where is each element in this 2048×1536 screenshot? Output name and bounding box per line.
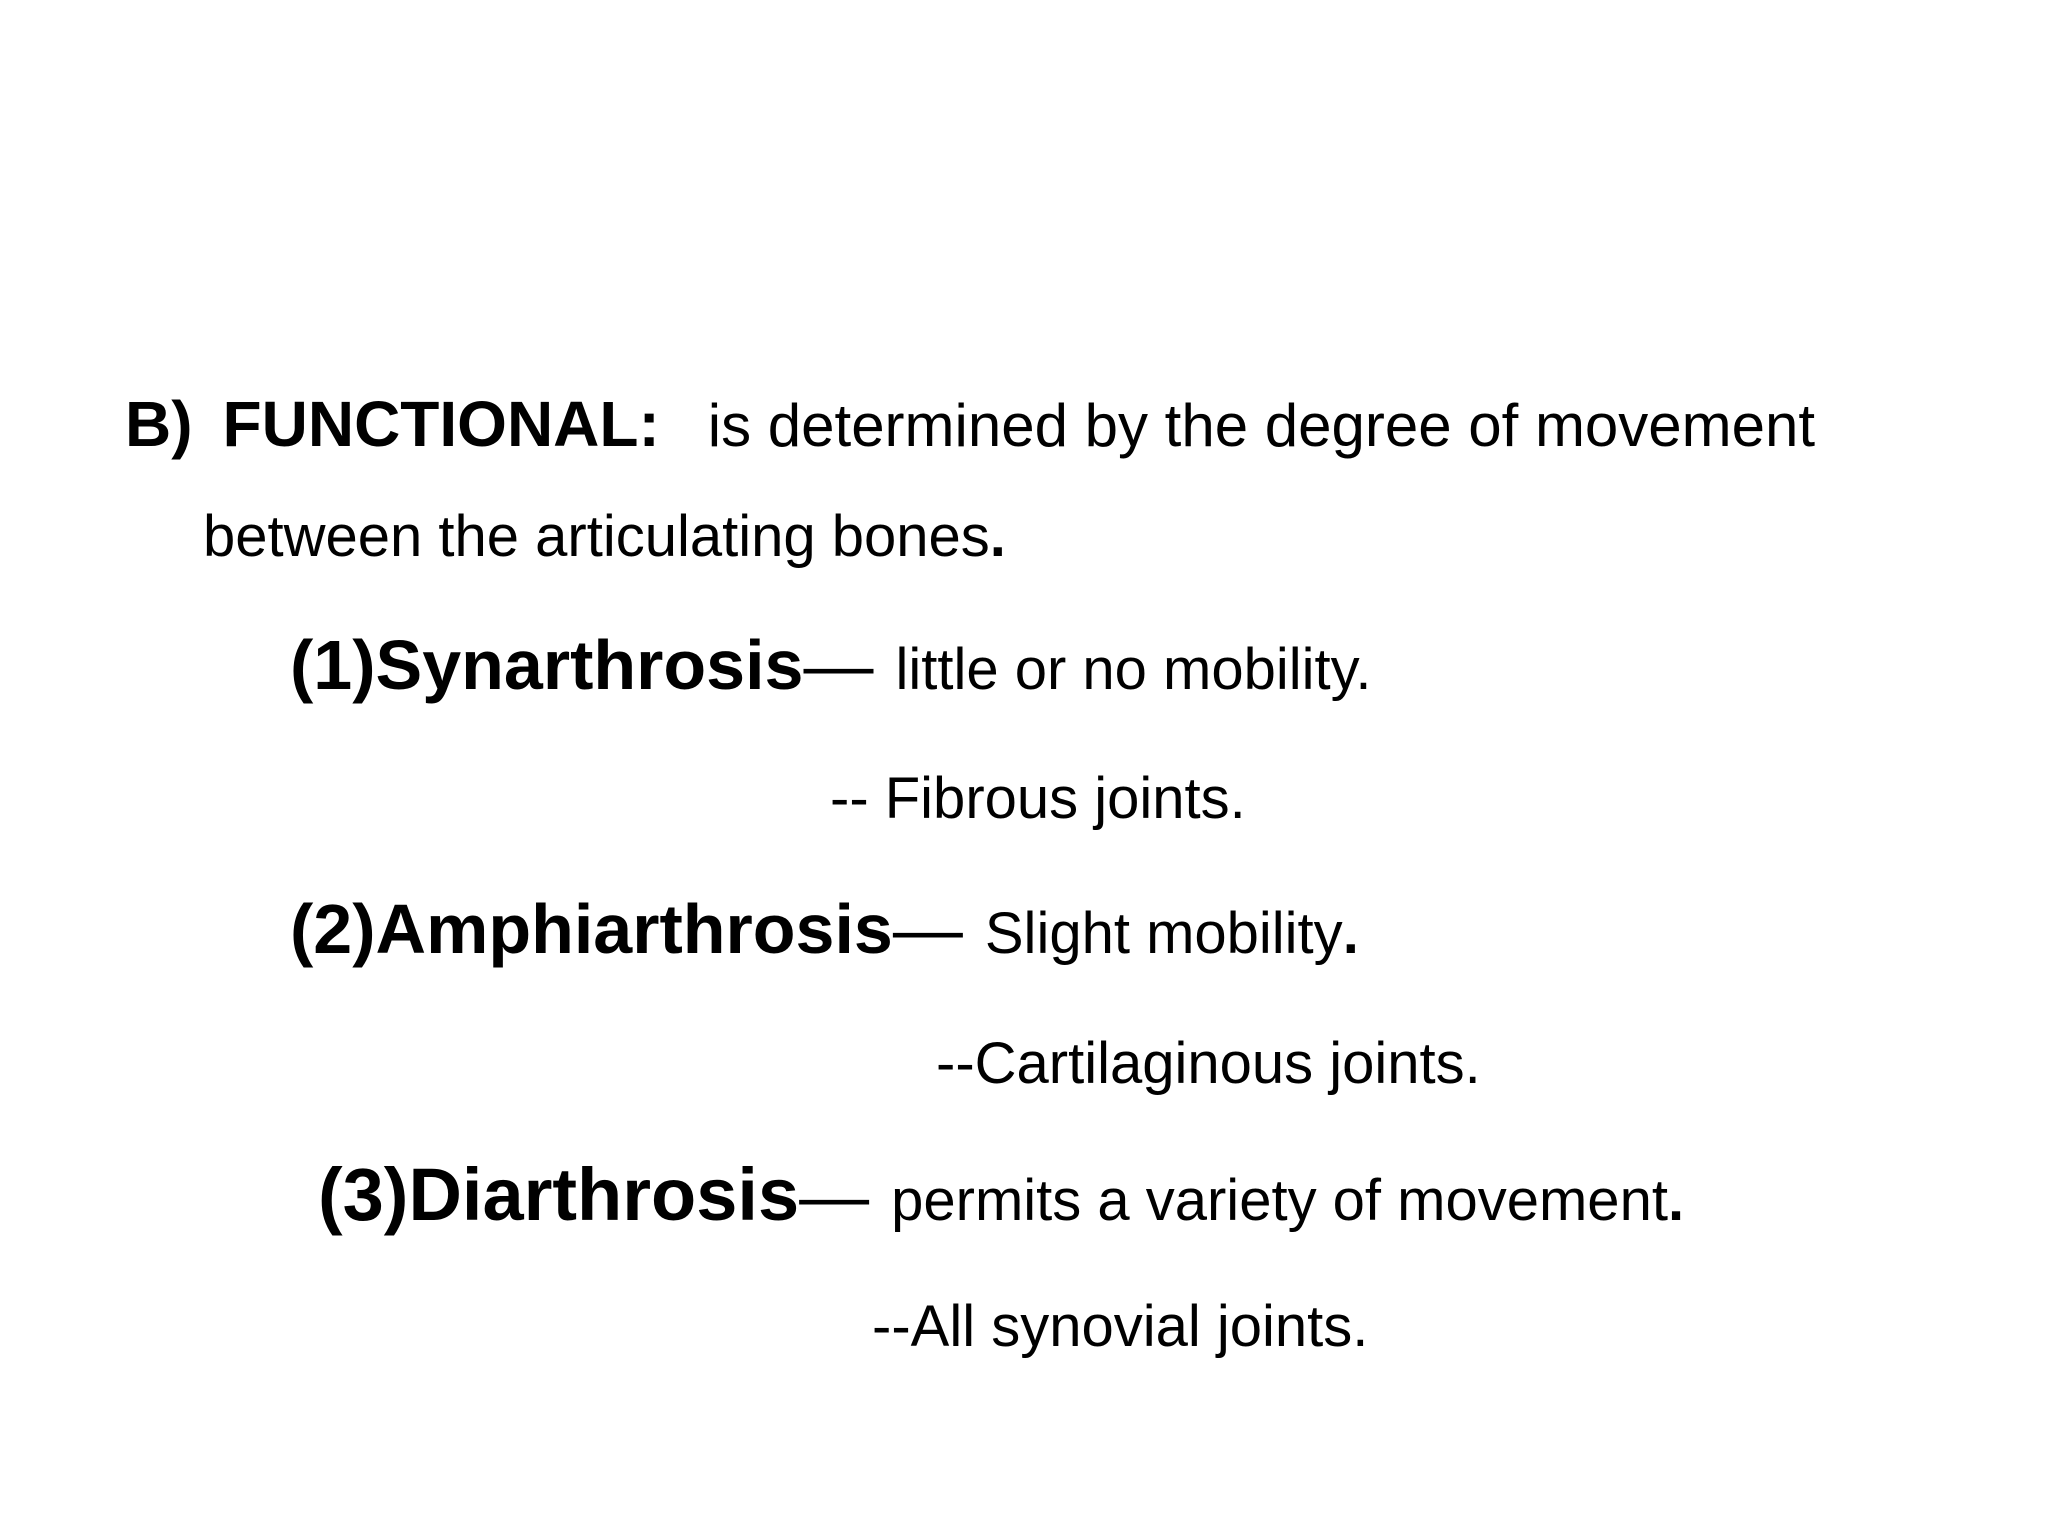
continuation-text: between the articulating bones — [203, 504, 990, 569]
item-description: permits a variety of movement — [891, 1168, 1668, 1233]
item-term: (1)Synarthrosis — [290, 626, 804, 704]
heading-line — [125, 388, 1816, 460]
item-amphiarthrosis — [290, 890, 1359, 968]
item-synarthrosis — [290, 626, 1372, 704]
item-description: little or no mobility. — [895, 637, 1372, 702]
item-diarthrosis — [318, 1153, 1685, 1236]
description-continuation — [203, 504, 1006, 569]
item-example-cartilaginous: --Cartilaginous joints. — [936, 1031, 1481, 1096]
item-dash: — — [803, 626, 874, 704]
section-label: FUNCTIONAL — [222, 388, 639, 460]
item-example-fibrous: -- Fibrous joints. — [830, 766, 1246, 831]
item-example-synovial: --All synovial joints. — [872, 1294, 1369, 1359]
item-dash: — — [799, 1157, 870, 1235]
section-description: is determined by the degree of movement — [707, 392, 1816, 459]
item-period: . — [1667, 1168, 1685, 1233]
section-colon: : — [638, 388, 660, 460]
item-dash: — — [892, 890, 963, 968]
item-term: (2)Amphiarthrosis — [290, 890, 893, 968]
item-description: Slight mobility — [984, 901, 1343, 966]
continuation-period: . — [989, 504, 1006, 569]
item-term: (3)Diarthrosis — [318, 1153, 800, 1236]
section-letter: B) — [125, 388, 193, 460]
item-period: . — [1342, 901, 1359, 966]
